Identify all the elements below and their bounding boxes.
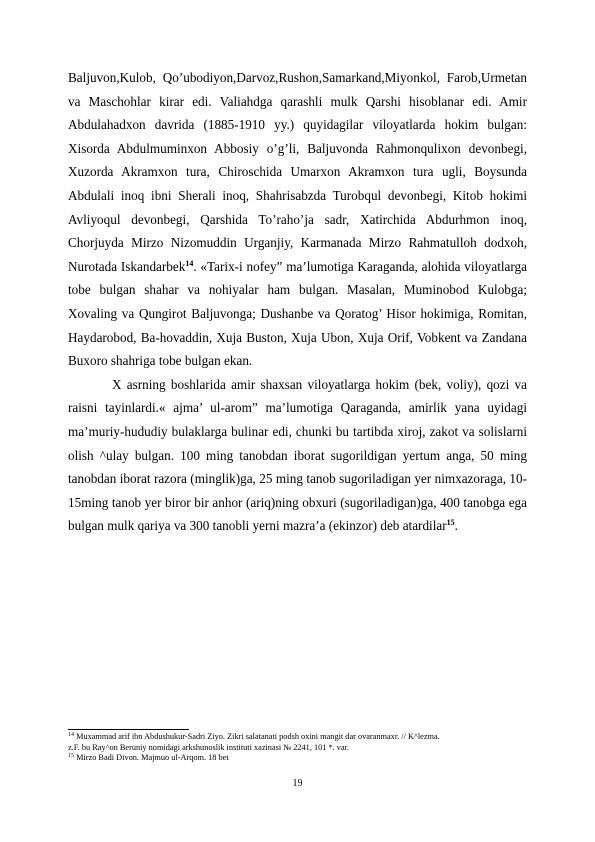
- paragraph-2-text-end: .: [454, 518, 458, 534]
- page-number: 19: [292, 778, 303, 789]
- paragraph-1-text-continued: . «Tarix-i nofey” ma’lumotiga Karaganda, alohida viloyatlarga tobe bulgan shahar va nohiyalar ham bulgan. Masalan, Muminobod Kulobga; Xovaling va Qungirot Baljuvonga; Dushanbe va Qoratog’ Hisor hokimiga, Romitan, Haydarobod, Ba-hovaddin, Xuja Buston, Xuja Ubon, Xuja Orif, Vobkent va Zandana Buxoro shahriga tobe bulgan ekan.: [68, 258, 527, 369]
- footnote-15: [68, 753, 528, 764]
- footnote-14-continued: [68, 743, 528, 754]
- paragraph-1: [68, 66, 527, 373]
- footnotes: [68, 732, 528, 764]
- footnote-text: Muxammad arif ibn Abdushukur-Sadri Ziyo. Zikri salatanati podsh oxini mangit dar ovaranmaxr. // K^lezma.: [76, 732, 440, 741]
- paragraph-2-text: X asrning boshlarida amir shaxsan viloyatlarga hokim (bek, voliy), qozi va raisni tayinlardi.« ajma’ ul-arom” ma’lumotiga Qaraganda, amirlik yana uyidagi ma’muriy-hududiy bulaklarga bulinar edi, chunki bu tartibda xiroj, zakot va solislarni olish ^ulay bulgan. 100 ming tanobdan iborat sugorildigan yertum anga, 50 ming tanobdan iborat razora (minglik)ga, 25 ming tanob sugoriladigan yer nimxazoraga, 10-15ming tanob yer biror bir anhor (ariq)ning obxuri (sugoriladigan)ga, 400 tanobga ega bulgan mulk qariya va 300 tanobli yerni mazra’a (ekinzor) deb atardilar: [68, 376, 527, 534]
- body-text: [68, 66, 527, 538]
- paragraph-2: [68, 373, 527, 538]
- footnote-text: z.F. bu Ray^on Beruniy nomidagi arkshunoslik instituti xazinasi № 2241, 101 *. var.: [68, 742, 349, 752]
- footnote-number: 15: [68, 753, 74, 760]
- footnote-separator: [68, 729, 189, 730]
- footnote-ref-14[interactable]: 14: [185, 258, 194, 268]
- footnote-14: [68, 732, 528, 743]
- footnote-ref-15[interactable]: 15: [446, 518, 455, 528]
- footnote-number: 14: [68, 732, 74, 738]
- paragraph-1-text: Baljuvon,Kulob, Qo’ubodiyon,Darvoz,Rushon,Samarkand,Miyonkol, Farob,Urmetan va Maschohlar kirar edi. Valiahdga qarashli mulk Qarshi hisoblanar edi. Amir Abdulahadxon davrida (1885-1910 yy.) quyidagilar viloyatlarda hokim bulgan: Xisorda Abdulmuminxon Abbosiy o’g’li, Baljuvonda Rahmonqulixon devonbegi, Xuzorda Akramxon tura, Chiroschida Umarxon Akramxon tura ugli, Boysunda Abdulali inoq ibni Sherali inoq, Shahrisabzda Turobqul devonbegi, Kitob hokimi Avliyoqul devonbegi, Qarshida To’raho’ja sadr, Xatirchida Abdurhmon inoq, Chorjuyda Mirzo Nizomuddin Urganjiy, Karmanada Mirzo Rahmatulloh dodxoh, Nurotada Iskandarbek: [68, 70, 527, 274]
- footnote-text: Mirzo Badi Divon. Majmuo ul-Arqom. 18 bet: [76, 753, 229, 763]
